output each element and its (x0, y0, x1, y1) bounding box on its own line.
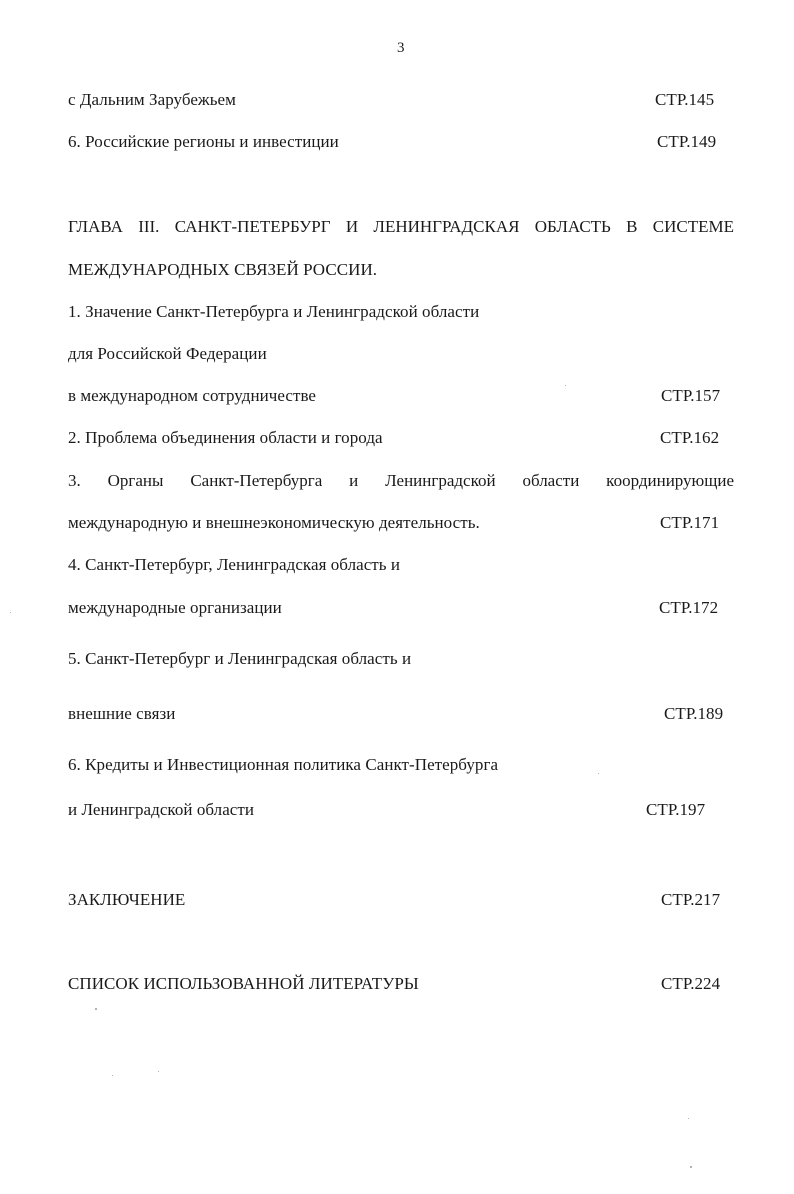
toc-word: и (349, 471, 359, 490)
toc-entry-page: СТР.149 (657, 132, 717, 151)
toc-entry-text: внешние связи (68, 704, 176, 723)
toc-entry-text: 5. Санкт-Петербург и Ленинградская область и (68, 649, 412, 668)
toc-entry-text: в международном сотрудничестве (68, 386, 317, 405)
toc-entry-page: СТР.145 (655, 90, 715, 109)
chapter-word: И (345, 217, 359, 236)
scan-speck (690, 1166, 692, 1168)
toc-entry-page: СТР.157 (661, 386, 721, 405)
toc-entry-page: СТР.197 (646, 800, 706, 819)
toc-entry-page: СТР.224 (661, 974, 721, 993)
toc-entry-text: международную и внешнеэкономическую деятельность. (68, 513, 480, 532)
toc-entry-text: 6. Российские регионы и инвестиции (68, 132, 339, 151)
toc-entry-text: международные организации (68, 598, 282, 617)
toc-entry-justified-line (68, 471, 734, 491)
chapter-heading-line-2: МЕЖДУНАРОДНЫХ СВЯЗЕЙ РОССИИ. (68, 260, 378, 279)
chapter-word: СИСТЕМЕ (652, 217, 734, 236)
toc-word: Ленинградской (385, 471, 496, 490)
toc-entry-text: 4. Санкт-Петербург, Ленинградская область и (68, 555, 401, 574)
scan-speck (565, 385, 566, 386)
chapter-heading-line-1 (68, 217, 734, 237)
page-number: 3 (397, 40, 405, 56)
chapter-word: ЛЕНИНГРАДСКАЯ (373, 217, 520, 236)
toc-entry-page: СТР.171 (660, 513, 720, 532)
scan-speck (112, 1075, 113, 1076)
scan-speck (158, 1071, 159, 1072)
chapter-word: III. (138, 217, 160, 236)
toc-entry-page: СТР.172 (659, 598, 719, 617)
toc-entry-page: СТР.217 (661, 890, 721, 909)
toc-entry-text: и Ленинградской области (68, 800, 255, 819)
toc-bibliography: СПИСОК ИСПОЛЬЗОВАННОЙ ЛИТЕРАТУРЫ (68, 974, 419, 993)
toc-entry-page: СТР.189 (664, 704, 724, 723)
toc-entry-text: для Российской Федерации (68, 344, 267, 363)
scan-speck (10, 612, 11, 613)
chapter-word: САНКТ-ПЕТЕРБУРГ (174, 217, 331, 236)
toc-word: области (522, 471, 580, 490)
toc-entry-text: с Дальним Зарубежьем (68, 90, 236, 109)
scan-speck (688, 1118, 689, 1119)
toc-word: Санкт-Петербурга (190, 471, 323, 490)
toc-entry-text: 1. Значение Санкт-Петербурга и Ленинградской области (68, 302, 480, 321)
scan-speck (95, 1008, 97, 1010)
toc-entry-text: 2. Проблема объединения области и города (68, 428, 383, 447)
toc-conclusion: ЗАКЛЮЧЕНИЕ (68, 890, 186, 909)
toc-entry-text: 6. Кредиты и Инвестиционная политика Санкт-Петербурга (68, 755, 499, 774)
chapter-word: В (626, 217, 638, 236)
toc-word: координирующие (606, 471, 734, 490)
toc-word: Органы (107, 471, 164, 490)
toc-word: 3. (68, 471, 81, 490)
chapter-word: ОБЛАСТЬ (534, 217, 611, 236)
chapter-word: ГЛАВА (68, 217, 123, 236)
toc-entry-page: СТР.162 (660, 428, 720, 447)
scan-speck (598, 773, 599, 774)
